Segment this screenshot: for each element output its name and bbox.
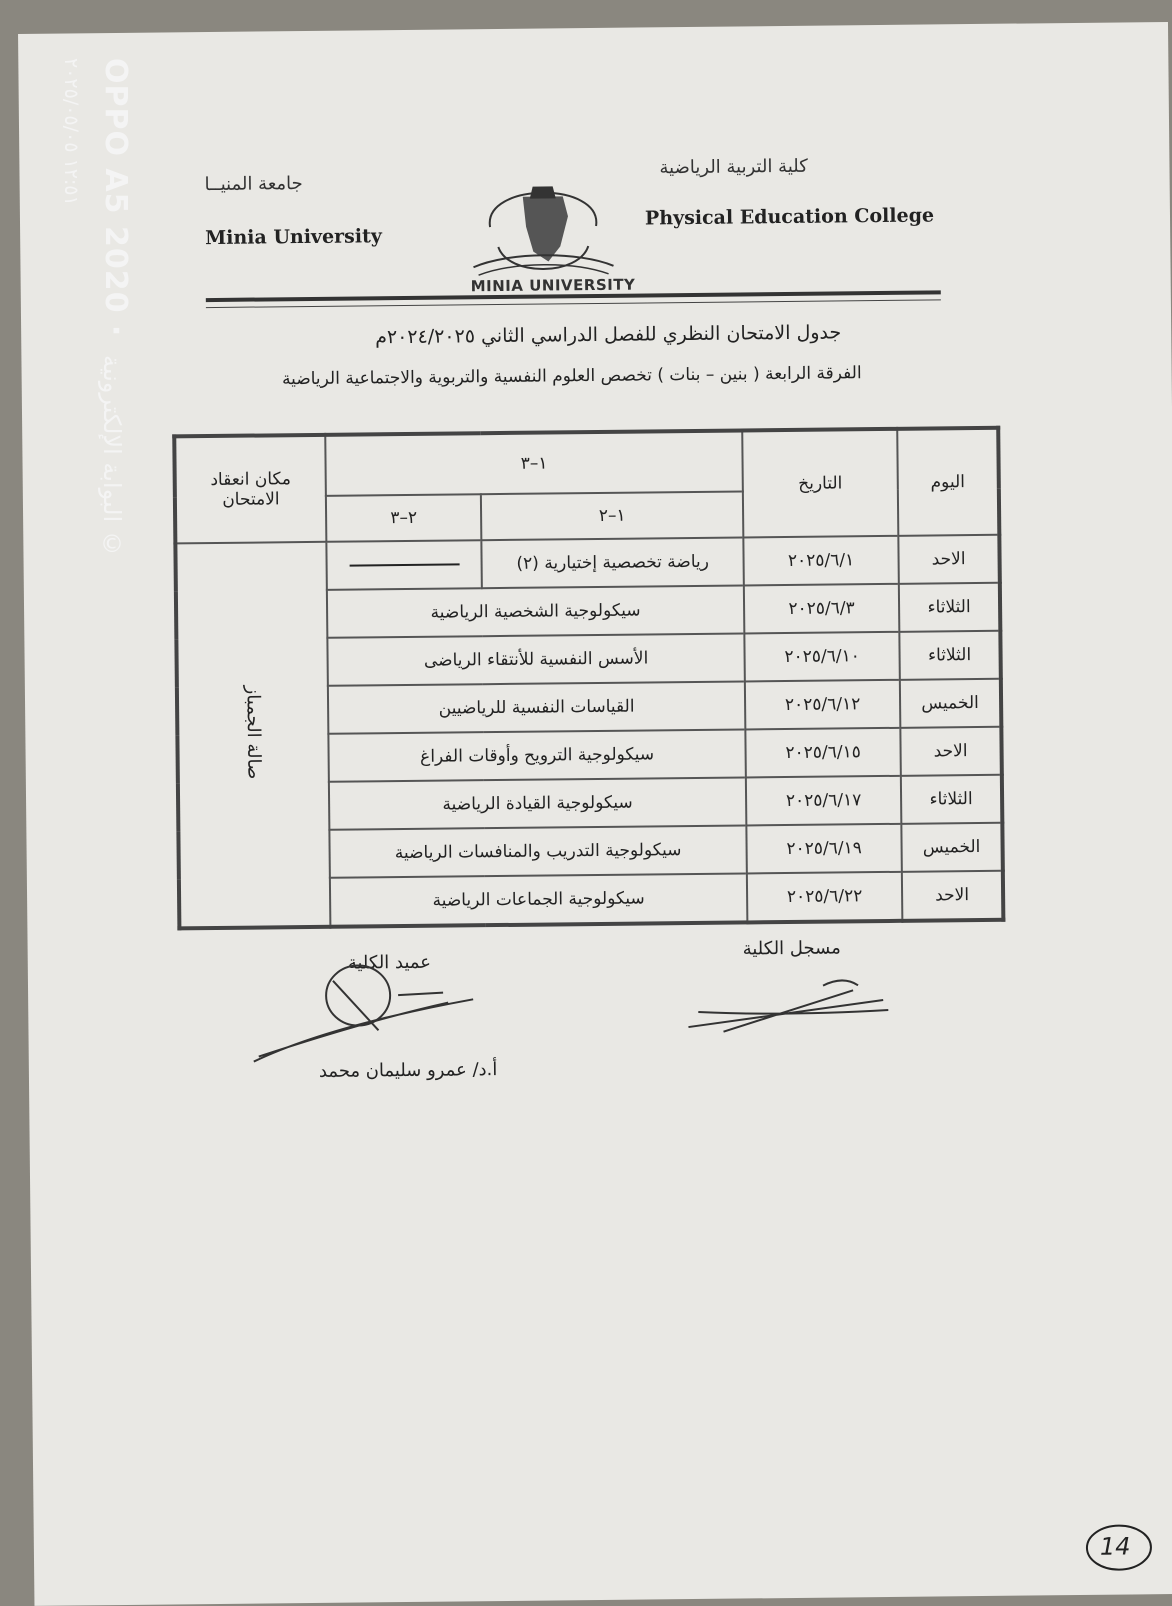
row-date: ٢٠٢٥/٦/١٠ xyxy=(744,632,899,682)
header-place: مكان انعقاد الامتحان xyxy=(174,435,326,544)
row-day: الاحد xyxy=(902,871,1004,921)
logo-caption: MINIA UNIVERSITY xyxy=(470,275,636,296)
registrar-signature xyxy=(683,970,899,1042)
header-date: التاريخ xyxy=(742,429,898,538)
row-day: الاحد xyxy=(898,535,999,584)
watermark-device: OPPO A5 2020 · xyxy=(98,58,133,338)
watermark-portal: البوابة الإلكترونية © xyxy=(98,355,126,558)
row-subject: رياضة تخصصية إختيارية (٢) xyxy=(482,537,744,588)
row-date: ٢٠٢٥/٦/٢٢ xyxy=(747,872,903,923)
header-subgroup-1: ١–٢ xyxy=(481,491,743,540)
page-number-text: 14 xyxy=(1099,1532,1131,1561)
document-page xyxy=(18,22,1172,1606)
college-name-ar: كلية التربية الرياضية xyxy=(659,155,808,179)
row-subject: سيكولوجية الشخصية الرياضية xyxy=(327,585,744,637)
row-subject: القياسات النفسية للرياضيين xyxy=(328,681,745,733)
row-day: الاحد xyxy=(900,727,1001,776)
schedule-title: جدول الامتحان النظري للفصل الدراسي الثاني ٢٠٢٤/٢٠٢٥م xyxy=(375,321,842,349)
university-name-en: Minia University xyxy=(205,225,382,250)
row-day: الثلاثاء xyxy=(899,631,1000,680)
exam-schedule-table xyxy=(172,426,1005,931)
college-name-en: Physical Education College xyxy=(644,204,935,230)
schedule-subtitle: الفرقة الرابعة ( بنين – بنات ) تخصص العلوم النفسية والتربوية والاجتماعية الرياضية xyxy=(281,363,862,390)
dean-label: عميد الكلية xyxy=(347,951,432,974)
row-day: الخميس xyxy=(901,823,1002,872)
row-date: ٢٠٢٥/٦/١٩ xyxy=(746,824,901,874)
header-day: اليوم xyxy=(897,428,999,536)
row-date: ٢٠٢٥/٦/١ xyxy=(743,536,898,586)
row-day: الخميس xyxy=(900,679,1001,728)
exam-place-cell xyxy=(175,542,330,929)
header-group: ١–٣ xyxy=(325,430,743,495)
dean-name: أ.د/ عمرو سليمان محمد xyxy=(318,1059,498,1082)
table-row xyxy=(175,535,999,592)
exam-place: صالة الجمباز xyxy=(242,685,265,780)
watermark-datetime: ١٢:٥١ ٢٠٢٥/٠٥/٠٥ xyxy=(60,58,82,206)
row-date: ٢٠٢٥/٦/١٥ xyxy=(745,728,900,778)
table-header-row xyxy=(174,428,999,498)
row-day: الثلاثاء xyxy=(899,583,1000,632)
registrar-label: مسجل الكلية xyxy=(742,937,841,960)
dash-line xyxy=(349,563,459,566)
row-date: ٢٠٢٥/٦/١٧ xyxy=(746,776,901,826)
row-subject: سيكولوجية القيادة الرياضية xyxy=(329,777,746,829)
row-subject: سيكولوجية الترويح وأوقات الفراغ xyxy=(328,729,745,781)
row-subject: سيكولوجية التدريب والمنافسات الرياضية xyxy=(329,825,746,877)
university-name-ar: جامعة المنيــا xyxy=(204,173,303,196)
row-date: ٢٠٢٥/٦/١٢ xyxy=(745,680,900,730)
row-empty-cell xyxy=(326,540,482,590)
row-day: الثلاثاء xyxy=(901,775,1002,824)
dean-signature xyxy=(248,951,489,1072)
page-number xyxy=(1084,1522,1155,1573)
row-date: ٢٠٢٥/٦/٣ xyxy=(744,584,899,634)
row-subject: سيكولوجية الجماعات الرياضية xyxy=(330,873,747,926)
row-subject: الأسس النفسية للأنتقاء الرياضى xyxy=(327,633,744,685)
header-subgroup-2: ٢–٣ xyxy=(326,494,482,542)
